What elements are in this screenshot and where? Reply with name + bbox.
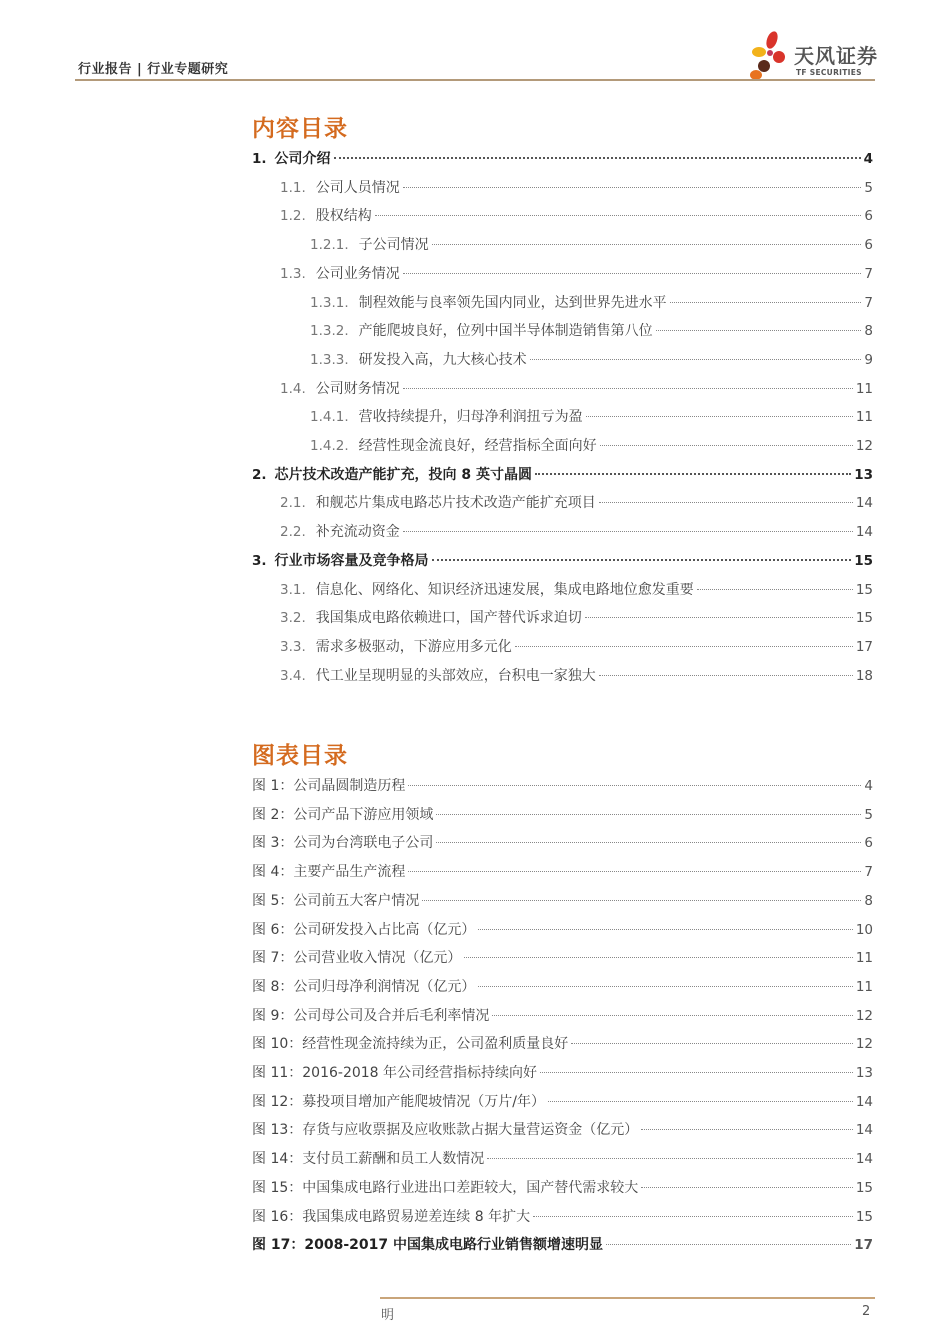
- page-number: 2: [862, 1304, 871, 1319]
- figure-entry[interactable]: [252, 1148, 873, 1170]
- figure-entry-label: 图 9：公司母公司及合并后毛利率情况: [252, 1007, 490, 1024]
- dot-leader: [656, 330, 862, 331]
- toc-entry-number: 1.3.1.: [310, 294, 349, 311]
- dot-leader: [585, 617, 853, 618]
- toc-entry[interactable]: [310, 349, 873, 371]
- toc-entry-number: 3.3.: [280, 638, 306, 655]
- dot-leader: [599, 675, 853, 676]
- toc-entry-page: 12: [855, 438, 873, 454]
- company-logo: [748, 30, 878, 82]
- toc-entry-number: 2.: [252, 466, 267, 483]
- dot-leader: [334, 157, 861, 159]
- figure-entry-label: 图 16：我国集成电路贸易逆差连续 8 年扩大: [252, 1208, 531, 1225]
- figure-entry-page: 5: [864, 806, 873, 823]
- figure-entry-label: 图 17：2008-2017 中国集成电路行业销售额增速明显: [252, 1237, 603, 1254]
- toc-entry[interactable]: [310, 292, 873, 314]
- figure-entry-page: 14: [855, 1122, 873, 1139]
- toc-entry-page: 18: [855, 667, 873, 684]
- figures-title: 图表目录: [252, 743, 348, 769]
- toc-entry[interactable]: [310, 320, 873, 342]
- figure-entry-page: 8: [864, 892, 873, 909]
- toc-entry-page: 4: [863, 151, 873, 167]
- dot-leader: [515, 646, 853, 647]
- toc-entry-page: 13: [854, 466, 873, 483]
- dot-leader: [375, 215, 862, 216]
- toc-title: 内容目录: [252, 116, 348, 142]
- toc-entry-number: 2.1.: [280, 495, 306, 512]
- dot-leader: [403, 388, 853, 389]
- dot-leader: [548, 1101, 853, 1102]
- toc-entry-number: 1.: [252, 151, 267, 167]
- toc-entry[interactable]: [252, 464, 873, 486]
- toc-entry[interactable]: [280, 492, 873, 514]
- toc-entry-number: 1.4.: [280, 380, 306, 397]
- toc-entry-number: 1.1.: [280, 179, 306, 196]
- dot-leader: [432, 559, 852, 561]
- dot-leader: [422, 900, 861, 901]
- toc-entry-page: 11: [855, 380, 873, 397]
- toc-entry-label: 公司财务情况: [315, 380, 400, 397]
- toc-entry-page: 6: [864, 237, 873, 254]
- toc-entry-label: 经营性现金流良好，经营指标全面向好: [358, 438, 597, 454]
- footer-divider: [380, 1297, 875, 1299]
- toc-entry-number: 3.4.: [280, 667, 306, 684]
- dot-leader: [533, 1216, 853, 1217]
- toc-entry-number: 1.3.: [280, 265, 306, 282]
- figure-entry[interactable]: [252, 1234, 873, 1256]
- toc-entry-label: 需求多极驱动，下游应用多元化: [315, 638, 512, 655]
- figure-entry[interactable]: [252, 947, 873, 969]
- figure-entry-page: 7: [864, 864, 873, 881]
- dot-leader: [464, 957, 852, 958]
- figure-entry-label: 图 13：存货与应收票据及应收账款占据大量营运资金（亿元）: [252, 1122, 639, 1139]
- toc-entry[interactable]: [252, 148, 873, 170]
- figure-entry[interactable]: [252, 804, 873, 826]
- toc-entry-label: 信息化、网络化、知识经济迅速发展，集成电路地位愈发重要: [315, 581, 694, 598]
- toc-entry[interactable]: [280, 636, 873, 658]
- toc-entry-page: 17: [855, 638, 873, 655]
- figure-entry-label: 图 12：募投项目增加产能爬坡情况（万片/年）: [252, 1093, 545, 1110]
- dot-leader: [530, 359, 862, 360]
- toc-entry[interactable]: [310, 435, 873, 457]
- logo-cn-text: 天风证券: [794, 44, 878, 68]
- dot-leader: [600, 445, 853, 446]
- figure-entry-label: 图 8：公司归母净利润情况（亿元）: [252, 978, 476, 995]
- toc-entry-page: 8: [864, 323, 873, 340]
- figure-entry-page: 12: [855, 1036, 873, 1053]
- figure-entry[interactable]: [252, 1033, 873, 1055]
- dot-leader: [436, 814, 861, 815]
- dot-leader: [403, 273, 862, 274]
- dot-leader: [606, 1244, 851, 1245]
- figure-entry-label: 图 1：公司晶圆制造历程: [252, 778, 406, 794]
- toc-entry-number: 3.: [252, 552, 267, 569]
- figure-entry[interactable]: [252, 976, 873, 998]
- dot-leader: [436, 842, 861, 843]
- figure-entry[interactable]: [252, 861, 873, 883]
- figure-entry-label: 图 2：公司产品下游应用领域: [252, 806, 434, 823]
- toc-entry-label: 我国集成电路依赖进口，国产替代诉求迫切: [315, 610, 582, 627]
- figure-entry[interactable]: [252, 775, 873, 797]
- toc-entry-page: 9: [864, 351, 873, 368]
- figure-entry-page: 11: [855, 978, 873, 995]
- dot-leader: [487, 1158, 853, 1159]
- figure-entry-page: 15: [855, 1208, 873, 1225]
- toc-entry[interactable]: [280, 579, 873, 601]
- figure-entry[interactable]: [252, 1062, 873, 1084]
- toc-entry[interactable]: [280, 205, 873, 227]
- dot-leader: [571, 1043, 853, 1044]
- figure-entry[interactable]: [252, 1177, 873, 1199]
- toc-entry-label: 子公司情况: [358, 237, 429, 254]
- figure-entry-label: 图 5：公司前五大客户情况: [252, 892, 420, 909]
- toc-entry-label: 研发投入高，九大核心技术: [358, 351, 527, 368]
- figure-entry-page: 14: [855, 1151, 873, 1168]
- toc-entry-label: 营收持续提升，归母净利润扭亏为盈: [358, 409, 583, 426]
- toc-entry-label: 行业市场容量及竞争格局: [274, 552, 429, 569]
- toc-entry-page: 7: [864, 265, 873, 282]
- figure-entry-label: 图 11：2016-2018 年公司经营指标持续向好: [252, 1065, 538, 1081]
- toc-entry-label: 代工业呈现明显的头部效应，台积电一家独大: [315, 667, 596, 684]
- figure-entry-page: 13: [855, 1065, 873, 1081]
- figure-entry-label: 图 15：中国集成电路行业进出口差距较大，国产替代需求较大: [252, 1179, 639, 1196]
- figure-entry-page: 10: [855, 921, 873, 938]
- figure-entry-page: 17: [854, 1237, 873, 1254]
- dot-leader: [408, 871, 861, 872]
- toc-entry-label: 制程效能与良率领先国内同业，达到世界先进水平: [358, 294, 667, 311]
- figure-entry-label: 图 3：公司为台湾联电子公司: [252, 835, 434, 852]
- toc-entry[interactable]: [280, 665, 873, 687]
- toc-entry-page: 11: [855, 409, 873, 426]
- toc-entry-number: 3.2.: [280, 610, 306, 627]
- figure-entry[interactable]: [252, 1005, 873, 1027]
- dot-leader: [670, 302, 862, 303]
- dot-leader: [492, 1015, 852, 1016]
- figure-entry[interactable]: [252, 1206, 873, 1228]
- figure-entry-label: 图 10：经营性现金流持续为正，公司盈利质量良好: [252, 1036, 569, 1053]
- toc-entry-page: 15: [855, 581, 873, 598]
- toc-entry-number: 1.3.2.: [310, 323, 349, 340]
- toc-entry-label: 公司人员情况: [315, 179, 400, 196]
- toc-entry-page: 14: [855, 495, 873, 512]
- toc-entry-label: 和舰芯片集成电路芯片技术改造产能扩充项目: [315, 495, 596, 512]
- toc-entry-page: 7: [864, 294, 873, 311]
- toc-entry[interactable]: [310, 406, 873, 428]
- dot-leader: [403, 187, 862, 188]
- dot-leader: [432, 244, 862, 245]
- dot-leader: [403, 531, 853, 532]
- toc-entry-label: 芯片技术改造产能扩充，投向 8 英寸晶圆: [274, 466, 533, 483]
- toc-entry-page: 6: [864, 208, 873, 225]
- toc-entry-label: 产能爬坡良好，位列中国半导体制造销售第八位: [358, 323, 653, 340]
- toc-entry-number: 3.1.: [280, 581, 306, 598]
- toc-entry-number: 2.2.: [280, 524, 306, 541]
- toc-entry[interactable]: [280, 378, 873, 400]
- toc-entry[interactable]: [280, 521, 873, 543]
- figure-entry-label: 图 4：主要产品生产流程: [252, 864, 406, 881]
- logo-petal-icon: [748, 30, 796, 82]
- toc-entry-page: 5: [864, 179, 873, 196]
- figure-entry-page: 11: [855, 950, 873, 967]
- dot-leader: [641, 1187, 853, 1188]
- toc-entry-number: 1.4.2.: [310, 438, 349, 454]
- dot-leader: [586, 416, 853, 417]
- dot-leader: [697, 589, 853, 590]
- dot-leader: [478, 986, 852, 987]
- dot-leader: [641, 1129, 853, 1130]
- figure-entry[interactable]: [252, 1119, 873, 1141]
- toc-entry-number: 1.3.3.: [310, 351, 349, 368]
- footer-text: 明: [381, 1308, 395, 1323]
- figure-entry[interactable]: [252, 890, 873, 912]
- logo-en-text: TF SECURITIES: [796, 68, 862, 77]
- dot-leader: [408, 785, 861, 786]
- figure-entry[interactable]: [252, 832, 873, 854]
- toc-entry-label: 股权结构: [315, 208, 372, 225]
- dot-leader: [478, 929, 852, 930]
- toc-entry-label: 公司业务情况: [315, 265, 400, 282]
- dot-leader: [599, 502, 853, 503]
- toc-entry-label: 公司介绍: [274, 151, 331, 167]
- figure-entry-label: 图 14：支付员工薪酬和员工人数情况: [252, 1151, 485, 1168]
- figure-entry-page: 15: [855, 1179, 873, 1196]
- figure-entry-page: 4: [864, 778, 873, 794]
- figure-entry-page: 14: [855, 1093, 873, 1110]
- toc-entry[interactable]: [280, 263, 873, 285]
- dot-leader: [535, 473, 851, 475]
- header-left-text: 行业报告 | 行业专题研究: [78, 62, 229, 77]
- toc-entry-number: 1.2.: [280, 208, 306, 225]
- figure-entry[interactable]: [252, 919, 873, 941]
- figure-entry[interactable]: [252, 1091, 873, 1113]
- dot-leader: [540, 1072, 853, 1073]
- figure-entry-page: 12: [855, 1007, 873, 1024]
- toc-entry[interactable]: [280, 607, 873, 629]
- toc-entry-page: 15: [855, 610, 873, 627]
- figure-entry-label: 图 6：公司研发投入占比高（亿元）: [252, 921, 476, 938]
- toc-entry-number: 1.2.1.: [310, 237, 349, 254]
- toc-entry-page: 14: [855, 524, 873, 541]
- toc-entry-page: 15: [854, 552, 873, 569]
- header-divider: [75, 79, 875, 81]
- toc-entry[interactable]: [252, 550, 873, 572]
- figure-entry-label: 图 7：公司营业收入情况（亿元）: [252, 950, 462, 967]
- toc-entry-label: 补充流动资金: [315, 524, 400, 541]
- toc-entry-number: 1.4.1.: [310, 409, 349, 426]
- figure-entry-page: 6: [864, 835, 873, 852]
- toc-entry[interactable]: [280, 177, 873, 199]
- toc-entry[interactable]: [310, 234, 873, 256]
